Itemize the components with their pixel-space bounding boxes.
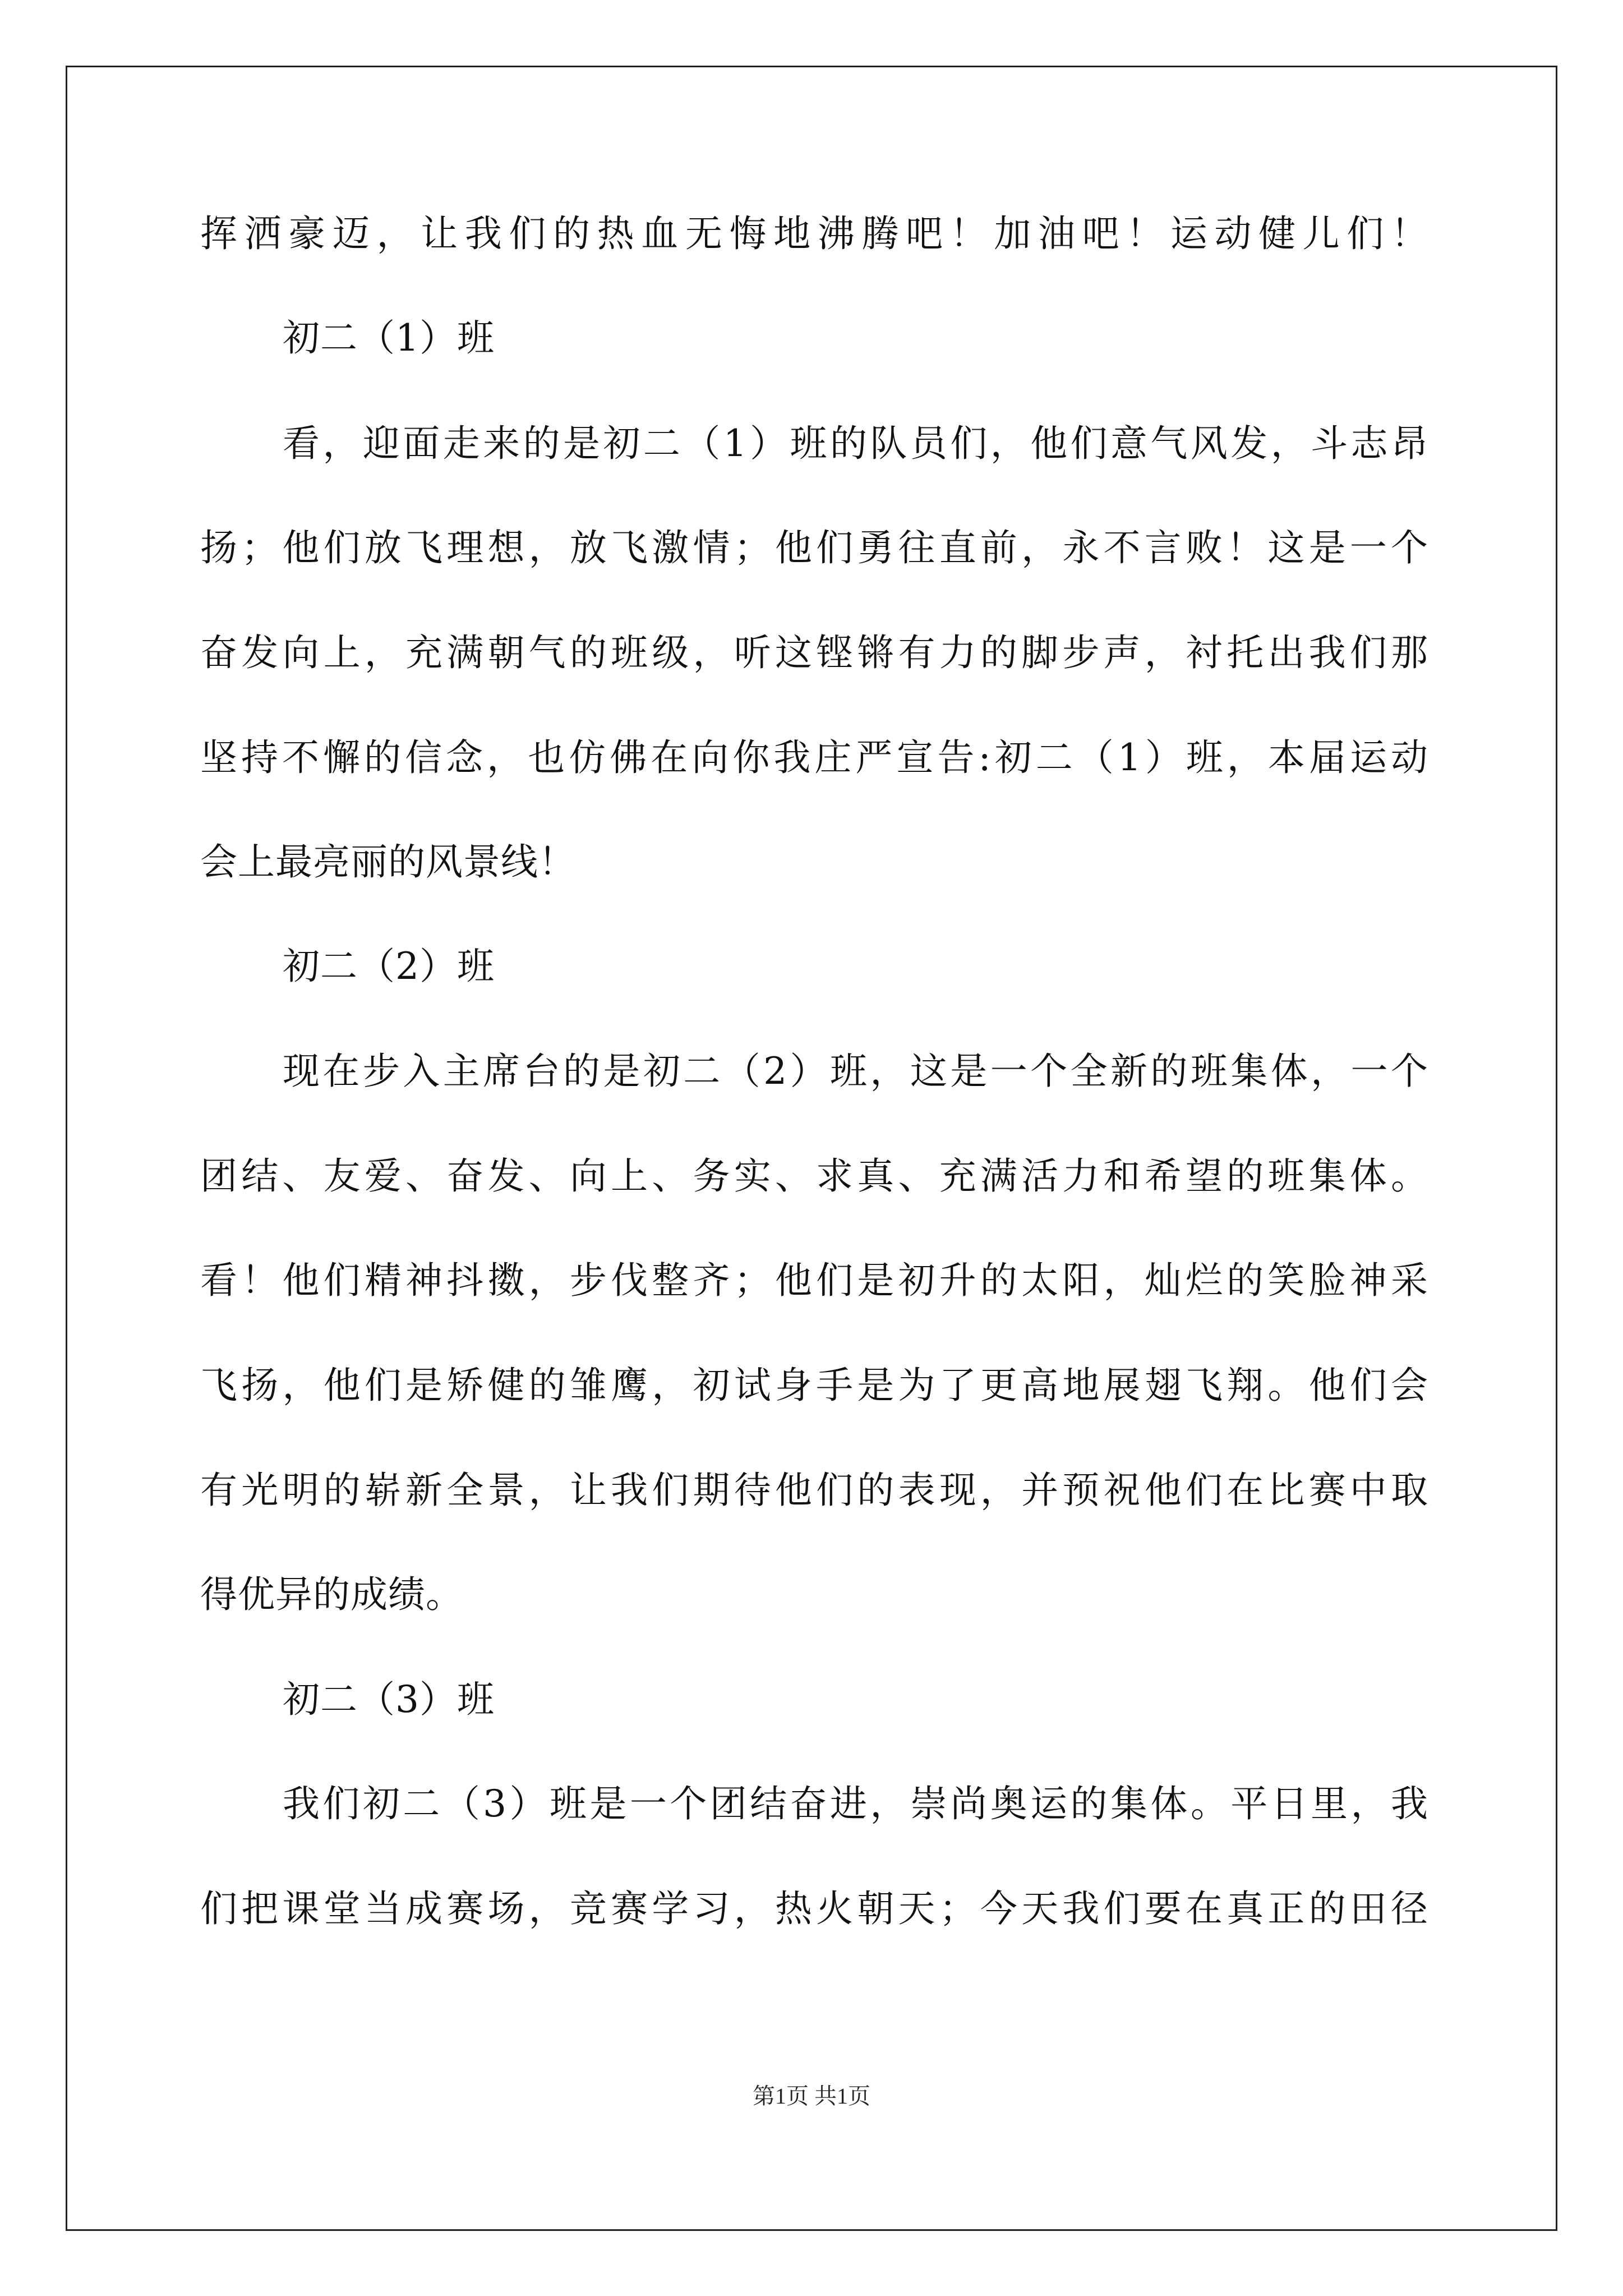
paragraph-line: 得优异的成绩。	[200, 1573, 463, 1616]
paragraph-line: 我们初二（3）班是一个团结奋进，崇尚奥运的集体。平日里，我	[283, 1782, 1428, 1825]
section-heading: 初二（3）班	[283, 1678, 495, 1721]
paragraph-line: 奋发向上，充满朝气的班级，听这铿锵有力的脚步声，衬托出我们那	[200, 631, 1428, 674]
section-heading: 初二（1）班	[283, 316, 495, 360]
paragraph-line: 有光明的崭新全景，让我们期待他们的表现，并预祝他们在比赛中取	[200, 1469, 1428, 1512]
paragraph-line: 看！他们精神抖擞，步伐整齐；他们是初升的太阳，灿烂的笑脸神采	[200, 1259, 1428, 1302]
section-heading: 初二（2）班	[283, 945, 495, 988]
paragraph-line: 们把课堂当成赛场，竞赛学习，热火朝天；今天我们要在真正的田径	[200, 1887, 1428, 1930]
paragraph-line: 会上最亮丽的风景线！	[200, 840, 576, 884]
paragraph-line: 扬；他们放飞理想，放飞激情；他们勇往直前，永不言败！这是一个	[200, 526, 1428, 569]
page-footer: 第1页 共1页	[753, 2083, 870, 2109]
paragraph-line: 现在步入主席台的是初二（2）班，这是一个全新的班集体，一个	[283, 1050, 1428, 1093]
paragraph-line: 飞扬，他们是矫健的雏鹰，初试身手是为了更高地展翅飞翔。他们会	[200, 1364, 1428, 1407]
paragraph-line: 团结、友爱、奋发、向上、务实、求真、充满活力和希望的班集体。	[200, 1154, 1428, 1198]
paragraph-line: 挥洒豪迈，让我们的热血无悔地沸腾吧！加油吧！运动健儿们！	[200, 212, 1428, 255]
paragraph-line: 坚持不懈的信念，也仿佛在向你我庄严宣告:初二（1）班，本届运动	[200, 736, 1428, 779]
paragraph-line: 看，迎面走来的是初二（1）班的队员们，他们意气风发，斗志昂	[283, 422, 1428, 465]
